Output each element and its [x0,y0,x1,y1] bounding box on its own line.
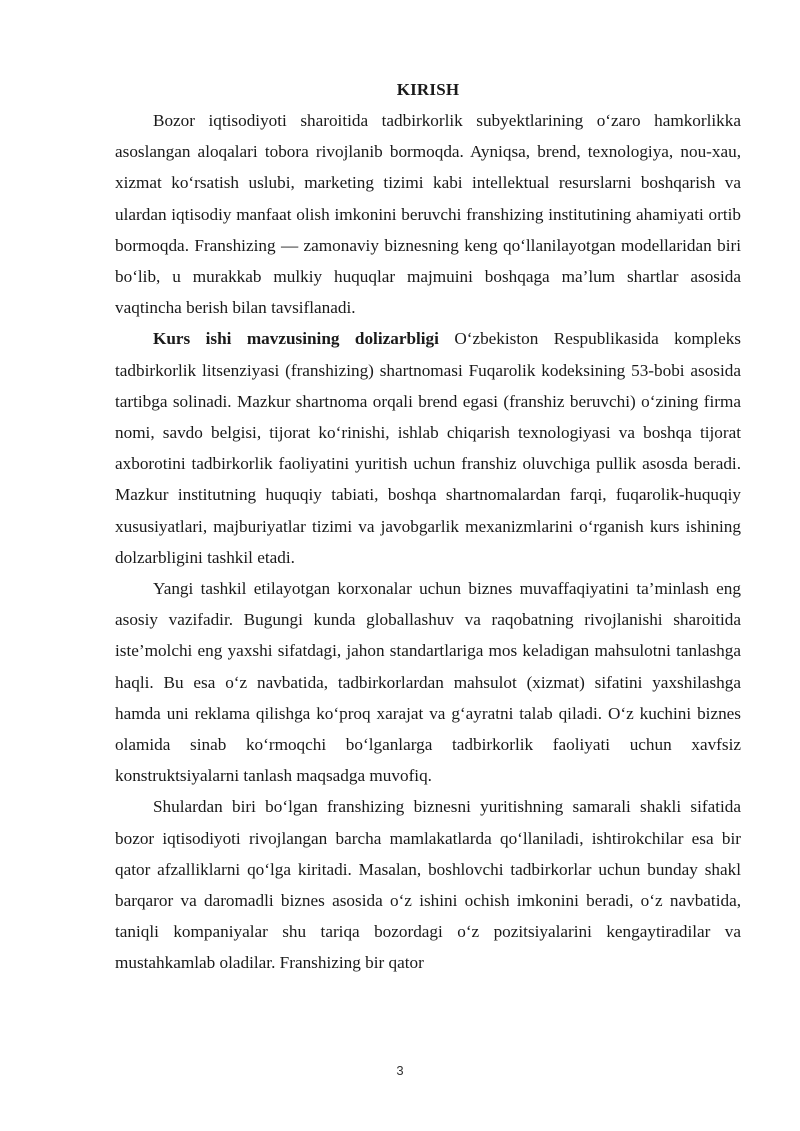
paragraph-2-text: O‘zbekiston Respublikasida kompleks tadbirkorlik litsenziyasi (franshizing) shartnomasi Fuqarolik kodeksining 53-bobi asosida tartibga solinadi. Mazkur shartnoma orqali brend egasi (franshiz beruvchi) o‘zining firma nomi, savdo belgisi, tijorat ko‘rinishi, ishlab chiqarish texnologiyasi va boshqa tijorat axborotini tadbirkorlik faoliyatini yuritish uchun franshiz oluvchiga pullik asosda beradi. Mazkur institutning huquqiy tabiati, boshqa shartnomalardan farqi, fuqarolik-huquqiy xususiyatlari, majburiyatlar tizimi va javobgarlik mexanizmlarini o‘rganish kurs ishining dolzarbligini tashkil etadi. [115,329,741,567]
paragraph-3-text: Yangi tashkil etilayotgan korxonalar uchun biznes muvaffaqiyatini ta’minlash eng asosiy vazifadir. Bugungi kunda globallashuv va raqobatning rivojlanishi sharoitida iste’molchi eng yaxshi sifatdagi, jahon standartlariga mos keladigan mahsulotni tanlashga haqli. Bu esa o‘z navbatida, tadbirkorlardan mahsulot (xizmat) sifatini yaxshilashga hamda uni reklama qilishga ko‘proq xarajat va g‘ayratni talab qiladi. O‘z kuchini biznes olamida sinab ko‘rmoqchi bo‘lganlarga tadbirkorlik faoliyati uchun xavfsiz konstruktsiyalarni tanlash maqsadga muvofiq. [115,579,741,786]
paragraph-3 [115,573,741,791]
paragraph-4 [115,791,741,978]
document-page [115,74,741,979]
paragraph-1 [115,105,741,323]
paragraph-2 [115,323,741,573]
paragraph-4-text: Shulardan biri bo‘lgan franshizing biznesni yuritishning samarali shakli sifatida bozor iqtisodiyoti rivojlangan barcha mamlakatlarda qo‘llaniladi, ishtirokchilar esa bir qator afzalliklarni qo‘lga kiritadi. Masalan, boshlovchi tadbirkorlar uchun bunday shakl barqaror va daromadli biznes asosida o‘z ishini ochish imkonini beradi, o‘z navbatida, taniqli kompaniyalar shu tariqa bozordagi o‘z pozitsiyalarini kengaytiradilar va mustahkamlab oladilar. Franshizing bir qator [115,797,741,973]
page-number: 3 [396,1063,404,1078]
paragraph-2-lead: Kurs ishi mavzusining dolizarbligi [153,329,439,349]
paragraph-1-text: Bozor iqtisodiyoti sharoitida tadbirkorlik subyektlarining o‘zaro hamkorlikka asoslangan aloqalari tobora rivojlanib bormoqda. Ayniqsa, brend, texnologiya, nou-xau, xizmat ko‘rsatish uslubi, marketing tizimi kabi intellektual resurslarni boshqarish va ulardan iqtisodiy manfaat olish imkonini beruvchi franshizing institutining ahamiyati ortib bormoqda. Franshizing — zamonaviy biznesning keng qo‘llanilayotgan modellaridan biri bo‘lib, u murakkab mulkiy huquqlar majmuini boshqaga ma’lum shartlar asosida vaqtincha berish bilan tavsiflanadi. [115,111,741,318]
section-heading: KIRISH [396,80,460,99]
